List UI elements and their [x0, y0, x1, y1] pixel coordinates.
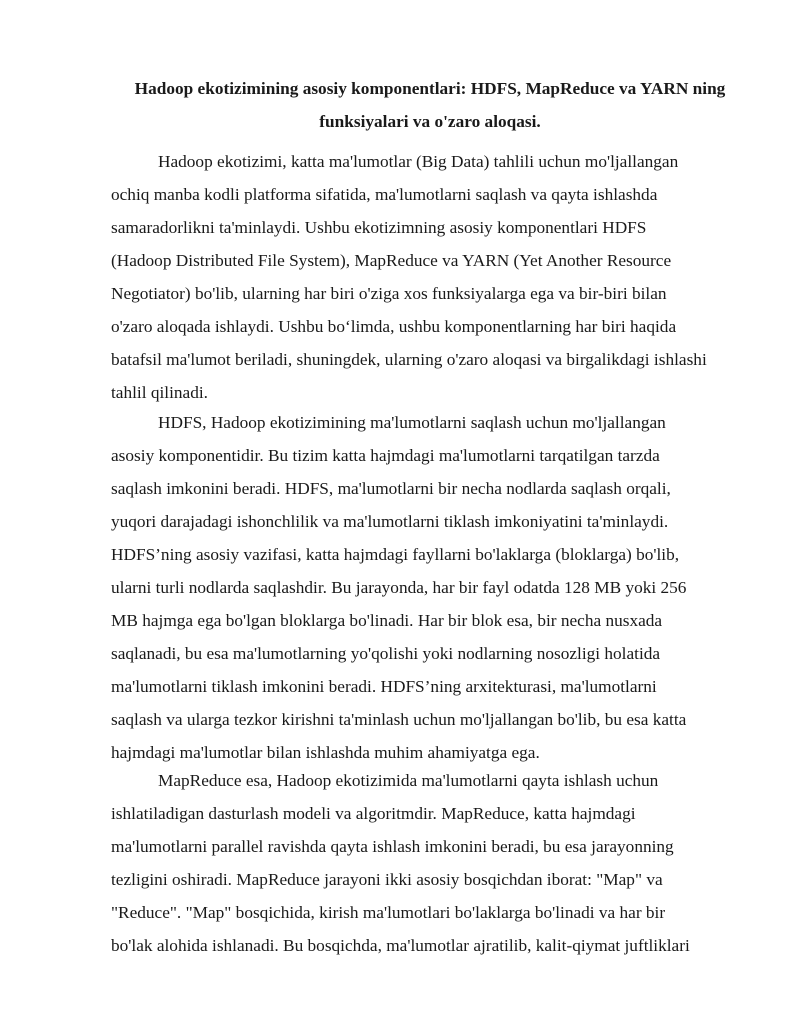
paragraph-line: ma'lumotlarni parallel ravishda qayta ishlash imkonini beradi, bu esa jarayonning — [111, 837, 674, 856]
paragraph-line: saqlanadi, bu esa ma'lumotlarning yo'qolishi yoki nodlarning nosozligi holatida — [111, 644, 661, 663]
paragraph-line: MapReduce esa, Hadoop ekotizimida ma'lumotlarni qayta ishlash uchun — [158, 771, 659, 790]
paragraph-line: tezligini oshiradi. MapReduce jarayoni ikki asosiy bosqichdan iborat: "Map" va — [111, 870, 663, 889]
title-line: Hadoop ekotizimining asosiy komponentlari: HDFS, MapReduce va YARN ning — [134, 79, 726, 98]
paragraph-line: ochiq manba kodli platforma sifatida, ma'lumotlarni saqlash va qayta ishlashda — [111, 185, 658, 204]
paragraph-line: ishlatiladigan dasturlash modeli va algoritmdir. MapReduce, katta hajmdagi — [111, 804, 636, 823]
paragraph-mapreduce — [111, 764, 761, 962]
paragraph-line: Negotiator) bo'lib, ularning har biri o'ziga xos funksiyalarga ega va bir-biri bilan — [111, 284, 667, 303]
title-line: funksiyalari va o'zaro aloqasi. — [319, 112, 541, 131]
paragraph-hadoop-intro — [111, 145, 761, 409]
paragraph-hdfs — [111, 406, 761, 769]
paragraph-line: batafsil ma'lumot beriladi, shuningdek, ularning o'zaro aloqasi va birgalikdagi ishlashi — [111, 350, 707, 369]
paragraph-line: Hadoop ekotizimi, katta ma'lumotlar (Big Data) tahlili uchun mo'ljallangan — [158, 152, 679, 171]
paragraph-line: hajmdagi ma'lumotlar bilan ishlashda muhim ahamiyatga ega. — [111, 743, 540, 762]
paragraph-line: yuqori darajadagi ishonchlilik va ma'lumotlarni tiklash imkoniyatini ta'minlaydi. — [111, 512, 669, 531]
paragraph-line: samaradorlikni ta'minlaydi. Ushbu ekotizimning asosiy komponentlari HDFS — [111, 218, 647, 237]
paragraph-line: asosiy komponentidir. Bu tizim katta hajmdagi ma'lumotlarni tarqatilgan tarzda — [111, 446, 660, 465]
paragraph-line: ularni turli nodlarda saqlashdir. Bu jarayonda, har bir fayl odatda 128 MB yoki 256 — [111, 578, 687, 597]
paragraph-line: saqlash imkonini beradi. HDFS, ma'lumotlarni bir necha nodlarda saqlash orqali, — [111, 479, 671, 498]
paragraph-line: HDFS, Hadoop ekotizimining ma'lumotlarni saqlash uchun mo'ljallangan — [158, 413, 666, 432]
paragraph-line: HDFS’ning asosiy vazifasi, katta hajmdagi fayllarni bo'laklarga (bloklarga) bo'lib, — [111, 545, 680, 564]
paragraph-line: MB hajmga ega bo'lgan bloklarga bo'linadi. Har bir blok esa, bir necha nusxada — [111, 611, 663, 630]
paragraph-line: bo'lak alohida ishlanadi. Bu bosqichda, ma'lumotlar ajratilib, kalit-qiymat juftliklari — [111, 936, 690, 955]
paragraph-line: tahlil qilinadi. — [111, 383, 208, 402]
paragraph-line: "Reduce". "Map" bosqichida, kirish ma'lumotlari bo'laklarga bo'linadi va har bir — [111, 903, 666, 922]
paragraph-line: o'zaro aloqada ishlaydi. Ushbu bo‘limda, ushbu komponentlarning har biri haqida — [111, 317, 677, 336]
document-title — [100, 72, 760, 138]
paragraph-line: (Hadoop Distributed File System), MapReduce va YARN (Yet Another Resource — [111, 251, 672, 270]
paragraph-line: ma'lumotlarni tiklash imkonini beradi. HDFS’ning arxitekturasi, ma'lumotlarni — [111, 677, 657, 696]
paragraph-line: saqlash va ularga tezkor kirishni ta'minlash uchun mo'ljallangan bo'lib, bu esa katta — [111, 710, 687, 729]
